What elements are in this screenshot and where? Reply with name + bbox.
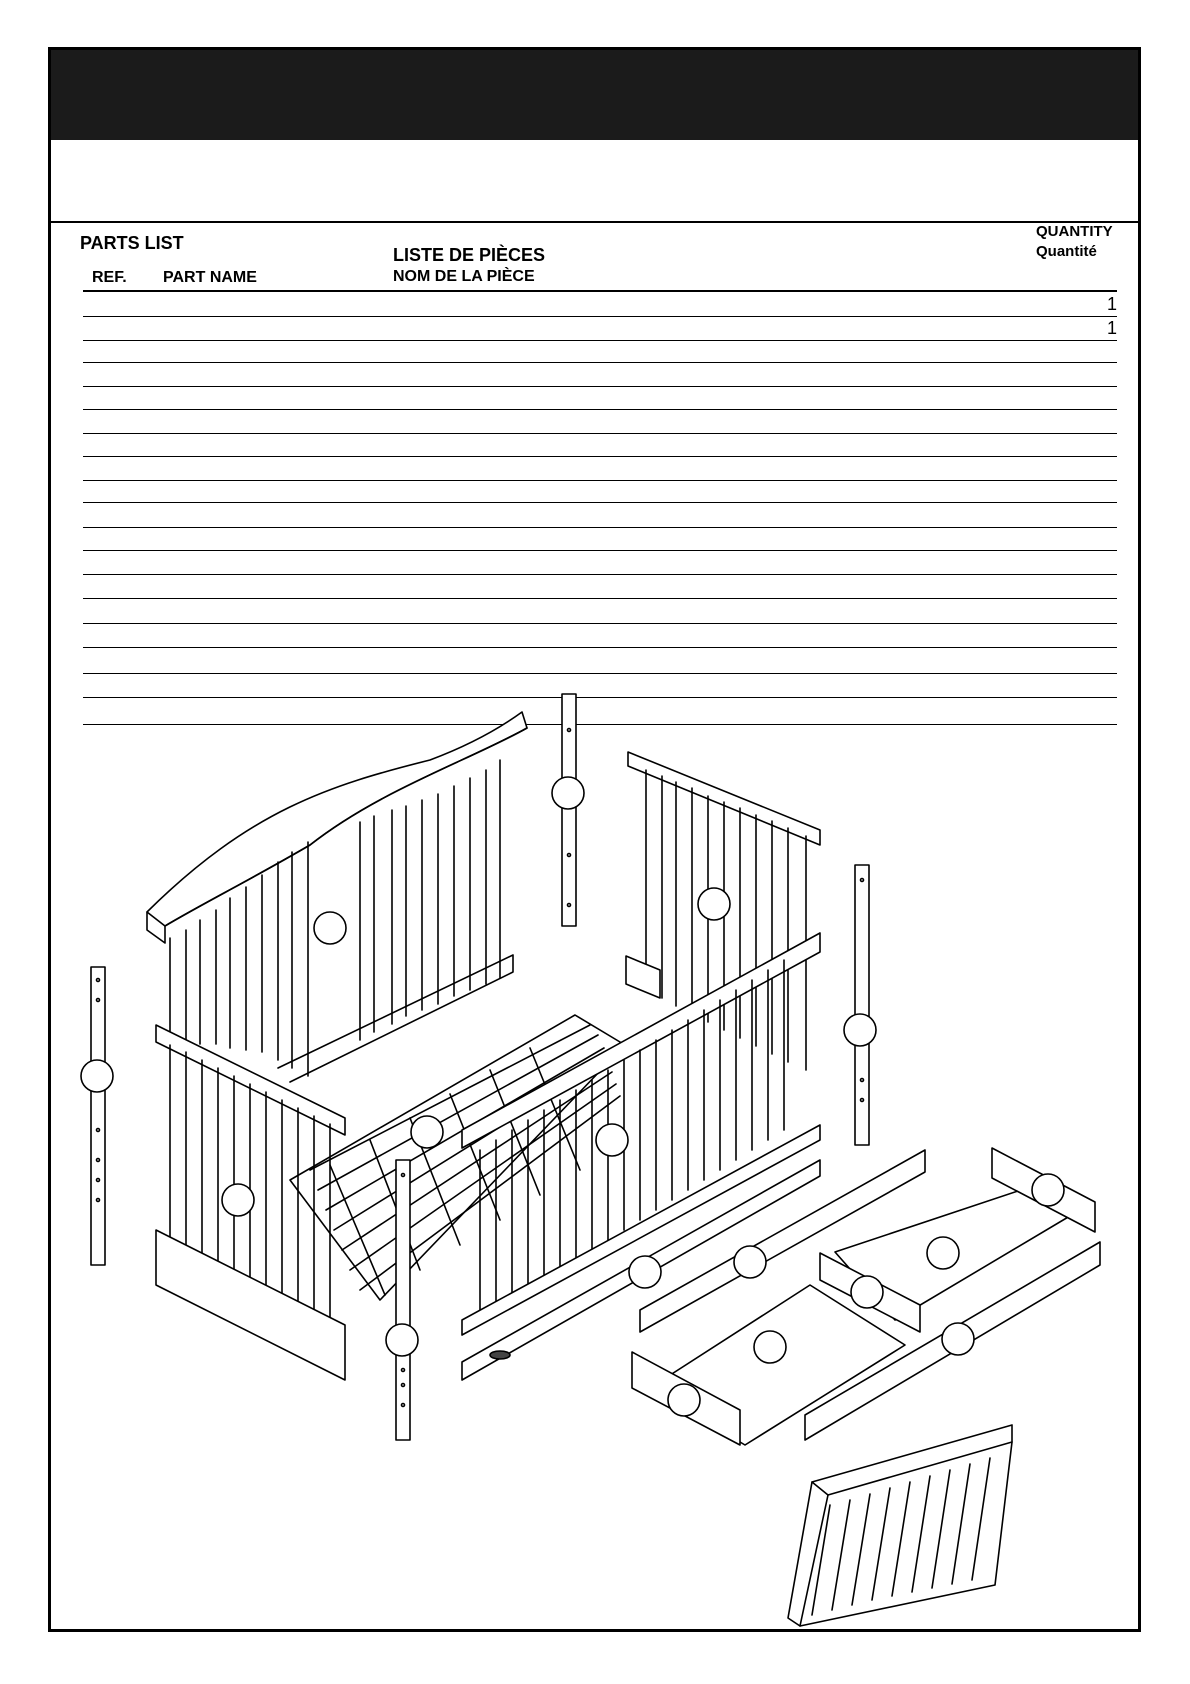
callout-circle bbox=[851, 1276, 883, 1308]
callout-circle bbox=[698, 888, 730, 920]
row-2-quantity: 1 bbox=[1106, 318, 1117, 338]
callout-circle bbox=[386, 1324, 418, 1356]
headboard-panel bbox=[147, 712, 527, 1082]
left-corner-post bbox=[81, 967, 113, 1265]
quantity-column-header: QUANTITY bbox=[1036, 223, 1113, 240]
callout-circle bbox=[927, 1237, 959, 1269]
callout-circle bbox=[754, 1331, 786, 1363]
callout-circle bbox=[942, 1323, 974, 1355]
ref-column-header: REF. bbox=[92, 269, 127, 286]
part-name-column-header: PART NAME bbox=[163, 269, 257, 286]
callout-circle bbox=[596, 1124, 628, 1156]
back-corner-post bbox=[552, 694, 584, 926]
callout-circle bbox=[81, 1060, 113, 1092]
callout-circle bbox=[411, 1116, 443, 1148]
callout-circle bbox=[668, 1384, 700, 1416]
callout-circle bbox=[552, 777, 584, 809]
callout-circle bbox=[734, 1246, 766, 1278]
row-1-quantity: 1 bbox=[1106, 294, 1117, 314]
part-name-column-header-fr: NOM DE LA PIÈCE bbox=[393, 268, 535, 285]
parts-list-title: PARTS LIST bbox=[80, 233, 184, 253]
callout-circle bbox=[314, 912, 346, 944]
callout-circle bbox=[1032, 1174, 1064, 1206]
back-end-panel bbox=[626, 752, 820, 1070]
toddler-guard-rail bbox=[788, 1425, 1012, 1626]
callout-circle bbox=[222, 1184, 254, 1216]
callout-circle bbox=[844, 1014, 876, 1046]
right-corner-post bbox=[844, 865, 876, 1145]
quantity-column-header-fr: Quantité bbox=[1036, 243, 1097, 260]
parts-list-title-fr: LISTE DE PIÈCES bbox=[393, 245, 546, 265]
callout-circle bbox=[629, 1256, 661, 1288]
